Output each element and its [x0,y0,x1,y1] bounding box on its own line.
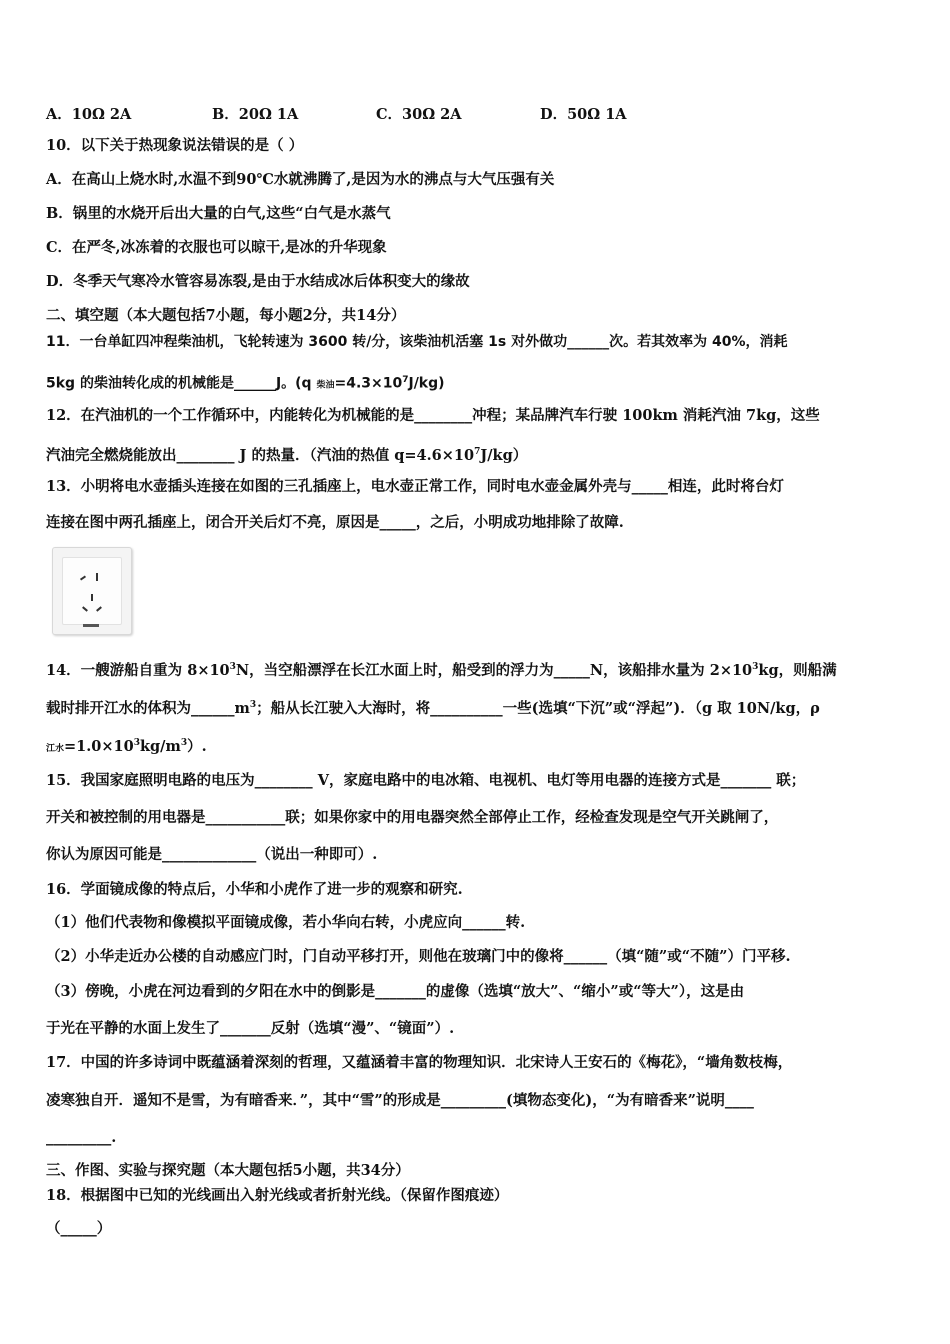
q18-stem: 18．根据图中已知的光线画出入射光线或者折射光线。（保留作图痕迹） [46,1187,509,1204]
q11-line1: 11．一台单缸四冲程柴油机，飞轮转速为 3600 转/分，该柴油机活塞 1s 对外做功______次。若其效率为 40%，消耗 [46,334,788,350]
q10-option-a: A．在高山上烧水时,水温不到90℃水就沸腾了,是因为水的沸点与大气压强有关 [46,171,555,188]
q12-line1: 12．在汽油机的一个工作循环中，内能转化为机械能的是________冲程；某品牌汽车行驶 100km 消耗汽油 7kg，这些 [46,407,820,424]
q16-part1: （1）他们代表物和像模拟平面镜成像，若小华向右转，小虎应向______转. [46,914,526,931]
q14-line1: 14．一艘游船自重为 $8\times 10^3N$，当空船漂浮在长江水面上时，船受到的浮力为_____N，该船排水量为 $2\times 10^3kg$，则船满 [46,661,837,679]
section3-heading: 三、作图、实验与探究题（本大题包括5小题，共34分） [46,1162,410,1179]
q10-option-c: C．在严冬,冰冻着的衣服也可以晾干,是冰的升华现象 [46,239,387,256]
two-hole-right-slot [96,573,98,581]
socket-faceplate [62,557,122,625]
three-hole-left-slot [82,606,88,611]
two-hole-left-slot [80,575,86,580]
q17-line2: 凌寒独自开．遥知不是雪，为有暗香来．”，其中“雪”的形成是_________(填物态变化)，“为有暗香来”说明____ [46,1092,754,1109]
option-a: A．10Ω 2A [46,106,132,123]
q13-line1: 13．小明将电水壶插头连接在如图的三孔插座上，电水壶正常工作，同时电水壶金属外壳与_____相连，此时将台灯 [46,478,784,495]
q14-line3: 江水$=1.0\times 10^3kg/m^3$）. [46,737,207,755]
q18-answer-blank: （_____） [46,1220,112,1237]
q10-stem: 10．以下关于热现象说法错误的是（ ） [46,137,304,154]
q10-option-d: D．冬季天气寒冷水管容易冻裂,是由于水结成冰后体积变大的缘故 [46,273,470,290]
q11-line2: 5kg 的柴油转化成的机械能是______J。(q 柴油$=4.3\times 10^7J/kg$) [46,375,445,392]
three-hole-right-slot [96,606,102,611]
option-b: B．20Ω 1A [212,106,299,123]
wall-socket-figure [52,547,132,635]
q16-part3-line2: 于光在平静的水面上发生了_______反射（选填“漫”、“镜面”）. [46,1020,455,1037]
q16-part2: （2）小华走近办公楼的自动感应门时，门自动平移打开，则他在玻璃门中的像将______（填“随”或“不随”）门平移. [46,948,791,965]
q13-line2: 连接在图中两孔插座上，闭合开关后灯不亮，原因是_____，之后，小明成功地排除了故障. [46,514,624,531]
brand-mark [83,624,99,627]
q17-line1: 17．中国的许多诗词中既蕴涵着深刻的哲理，又蕴涵着丰富的物理知识．北宋诗人王安石的《梅花》，“墙角数枝梅， [46,1054,793,1071]
section2-heading: 二、填空题（本大题包括7小题，每小题2分，共14分） [46,307,406,324]
q15-line1: 15．我国家庭照明电路的电压为________ V，家庭电路中的电冰箱、电视机、电灯等用电器的连接方式是_______ 联； [46,772,806,789]
q17-line3: _________. [46,1129,117,1146]
q14-line2: 载时排开江水的体积为$\_\_\_\_\_\_m^3$；船从长江驶入大海时，将__________一些(选填“下沉”或“浮起”)．（g 取 10N/kg，ρ [46,699,820,717]
q12-line2: 汽油完全燃烧能放出________ J 的热量．（汽油的热值 $q=4.6\times 10^7J/kg$） [46,446,528,464]
option-c: C．30Ω 2A [376,106,462,123]
q16-stem: 16．学面镜成像的特点后，小华和小虎作了进一步的观察和研究. [46,881,463,898]
ground-slot [91,594,93,601]
q15-line3: 你认为原因可能是_____________（说出一种即可）. [46,846,378,863]
q15-line2: 开关和被控制的用电器是___________联；如果你家中的用电器突然全部停止工作，经检查发现是空气开关跳闸了， [46,809,779,826]
q10-option-b: B．锅里的水烧开后出大量的白气,这些“白气是水蒸气 [46,205,391,222]
option-d: D．50Ω 1A [540,106,627,123]
q16-part3-line1: （3）傍晚，小虎在河边看到的夕阳在水中的倒影是_______的虚像（选填“放大”、“缩小”或“等大”），这是由 [46,983,745,1000]
